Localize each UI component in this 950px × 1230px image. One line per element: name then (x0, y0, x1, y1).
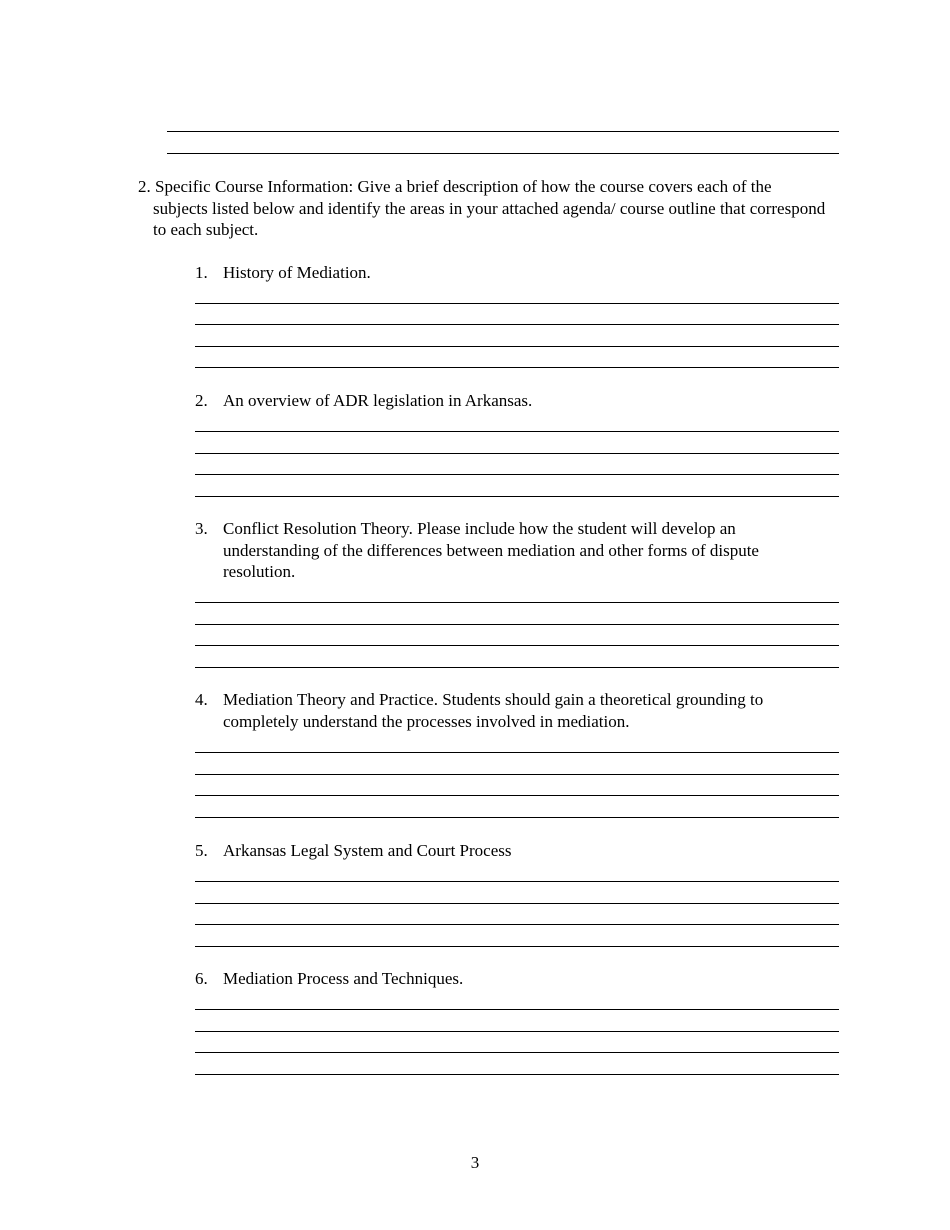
item-number: 5. (195, 841, 208, 860)
answer-line[interactable] (195, 1009, 839, 1010)
answer-line[interactable] (195, 667, 839, 668)
answer-line[interactable] (195, 431, 839, 432)
section-intro (138, 176, 838, 241)
answer-line[interactable] (195, 474, 839, 475)
item-number: 4. (195, 690, 208, 709)
answer-line[interactable] (195, 624, 839, 625)
list-item (195, 262, 835, 284)
section-intro-rest: subjects listed below and identify the areas in your attached agenda/ course outline that correspond to each subject. (153, 198, 826, 239)
item-text: History of Mediation. (223, 263, 371, 282)
answer-line[interactable] (195, 1074, 839, 1075)
list-item (195, 968, 835, 990)
answer-line[interactable] (195, 346, 839, 347)
answer-line[interactable] (167, 153, 839, 154)
answer-line[interactable] (195, 946, 839, 947)
item-number: 6. (195, 969, 208, 988)
answer-line[interactable] (195, 645, 839, 646)
item-number: 1. (195, 263, 208, 282)
answer-line[interactable] (195, 1031, 839, 1032)
section-intro-line1: Specific Course Information: Give a brief description of how the course covers each of the (155, 177, 772, 196)
answer-line[interactable] (167, 131, 839, 132)
answer-line[interactable] (195, 817, 839, 818)
answer-line[interactable] (195, 774, 839, 775)
list-item (195, 689, 835, 732)
answer-line[interactable] (195, 752, 839, 753)
answer-line[interactable] (195, 602, 839, 603)
answer-line[interactable] (195, 453, 839, 454)
section-number: 2. (138, 177, 151, 196)
answer-line[interactable] (195, 303, 839, 304)
item-text: Conflict Resolution Theory. Please include how the student will develop an understanding of the differences between mediation and other forms of dispute resolution. (223, 519, 759, 581)
item-text: Mediation Theory and Practice. Students should gain a theoretical grounding to completely understand the processes involved in mediation. (223, 690, 764, 731)
item-text: An overview of ADR legislation in Arkansas. (223, 391, 533, 410)
answer-line[interactable] (195, 1052, 839, 1053)
item-text: Arkansas Legal System and Court Process (223, 841, 512, 860)
answer-line[interactable] (195, 903, 839, 904)
item-text: Mediation Process and Techniques. (223, 969, 464, 988)
answer-line[interactable] (195, 795, 839, 796)
list-item (195, 390, 835, 412)
page-number: 3 (470, 1153, 480, 1172)
answer-line[interactable] (195, 924, 839, 925)
answer-line[interactable] (195, 324, 839, 325)
item-number: 2. (195, 391, 208, 410)
list-item (195, 518, 835, 583)
answer-line[interactable] (195, 367, 839, 368)
item-number: 3. (195, 519, 208, 538)
answer-line[interactable] (195, 881, 839, 882)
list-item (195, 840, 835, 862)
answer-line[interactable] (195, 496, 839, 497)
